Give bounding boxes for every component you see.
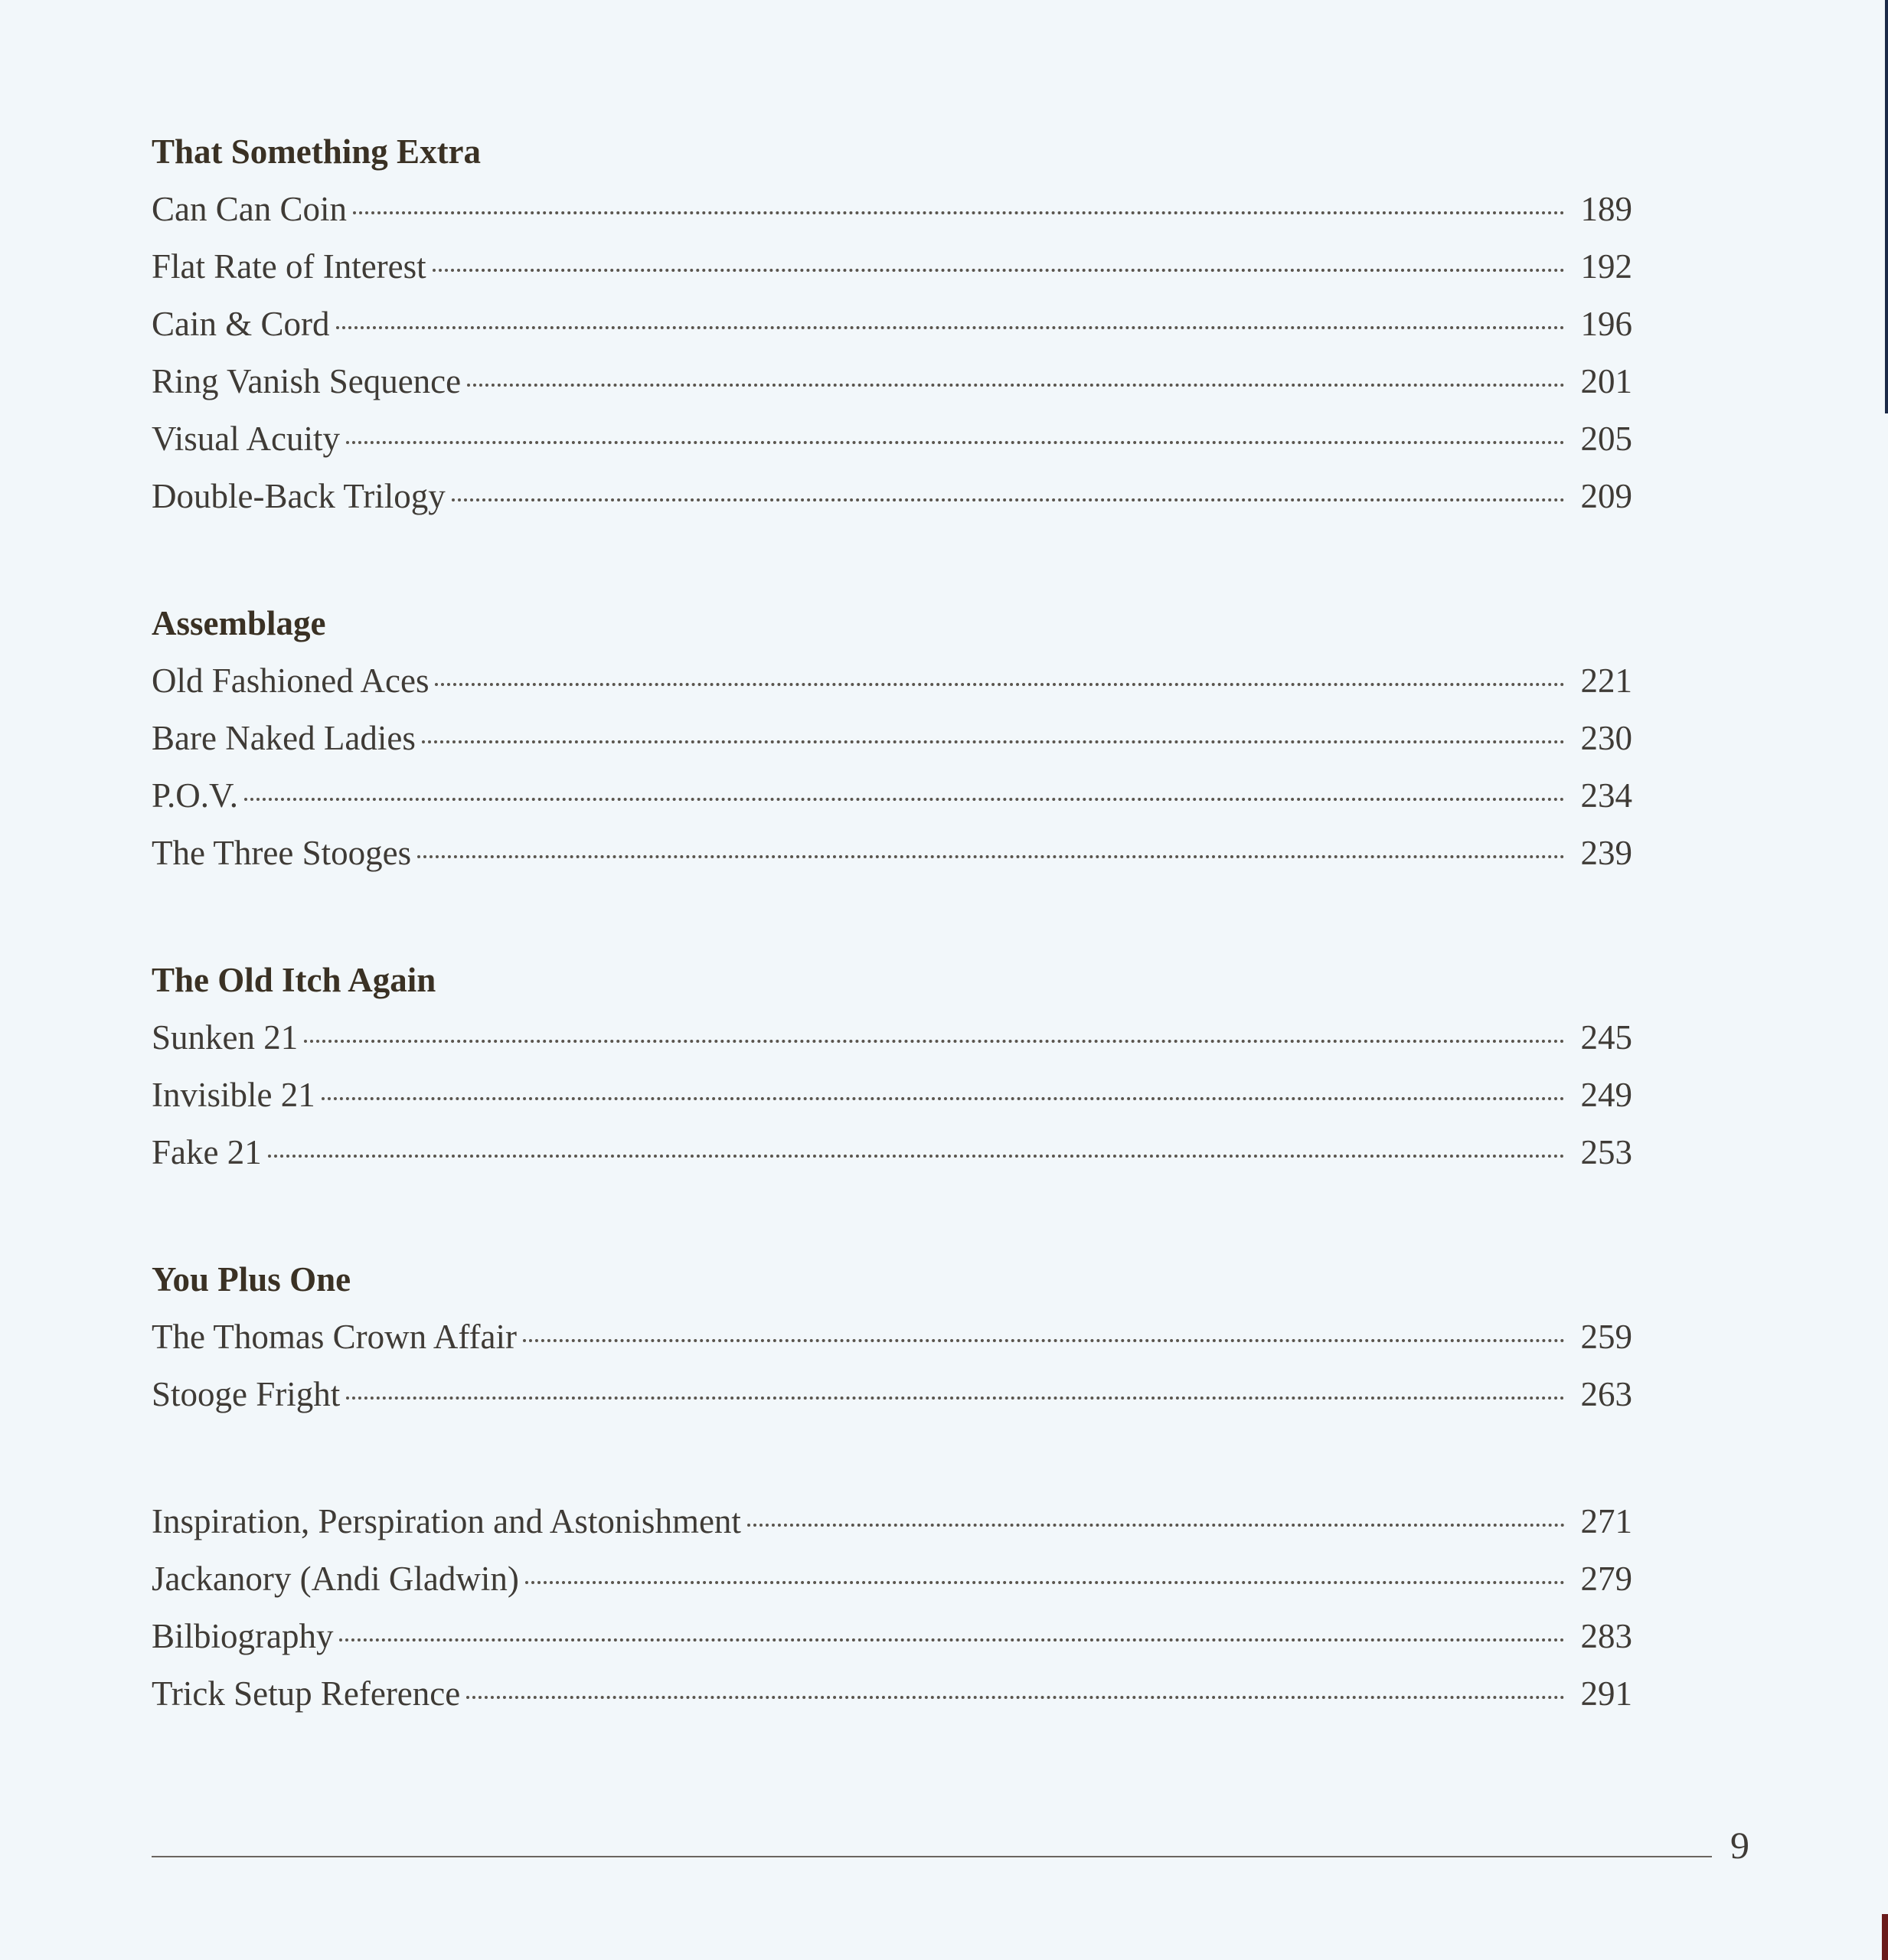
table-of-contents	[152, 129, 1632, 1798]
dot-leader	[346, 1396, 1565, 1400]
toc-entry	[152, 1129, 1632, 1175]
section-title: The Old Itch Again	[152, 961, 436, 999]
toc-entry	[152, 1671, 1632, 1717]
page-edge-mark	[1885, 0, 1888, 413]
entry-page-number: 253	[1580, 1133, 1632, 1171]
toc-entry	[152, 1371, 1632, 1417]
dot-leader	[747, 1524, 1565, 1527]
entry-title: Cain & Cord	[152, 305, 330, 343]
entry-page-number: 245	[1580, 1018, 1632, 1057]
entry-title: Invisible 21	[152, 1076, 315, 1114]
toc-section	[152, 1256, 1632, 1417]
entry-title: Inspiration, Perspiration and Astonishment	[152, 1502, 741, 1540]
entry-title: Jackanory (Andi Gladwin)	[152, 1560, 519, 1598]
toc-entry	[152, 1072, 1632, 1118]
toc-entry	[152, 186, 1632, 232]
dot-leader	[433, 269, 1565, 272]
entry-title: Bare Naked Ladies	[152, 719, 416, 757]
entry-page-number: 239	[1580, 834, 1632, 872]
dot-leader	[322, 1097, 1565, 1100]
entry-page-number: 279	[1580, 1560, 1632, 1598]
entry-title: P.O.V.	[152, 776, 238, 815]
toc-entry	[152, 301, 1632, 347]
page-edge-mark-bottom	[1882, 1914, 1888, 1960]
footer-rule	[152, 1856, 1712, 1857]
toc-entry	[152, 1556, 1632, 1602]
entry-page-number: 234	[1580, 776, 1632, 815]
entry-title: Stooge Fright	[152, 1375, 341, 1413]
entry-title: Old Fashioned Aces	[152, 662, 430, 700]
entry-page-number: 249	[1580, 1076, 1632, 1114]
entry-title: Bilbiography	[152, 1617, 334, 1655]
entry-page-number: 189	[1580, 190, 1632, 228]
entry-page-number: 196	[1580, 305, 1632, 343]
dot-leader	[244, 798, 1565, 801]
dot-leader	[467, 384, 1565, 387]
entry-title: Double-Back Trilogy	[152, 477, 446, 515]
toc-entry	[152, 243, 1632, 289]
entry-page-number: 291	[1580, 1674, 1632, 1713]
entry-title: Flat Rate of Interest	[152, 247, 426, 286]
dot-leader	[268, 1155, 1565, 1158]
entry-page-number: 271	[1580, 1502, 1632, 1540]
dot-leader	[346, 441, 1565, 444]
entry-title: The Thomas Crown Affair	[152, 1318, 518, 1356]
toc-entry	[152, 658, 1632, 704]
entry-page-number: 263	[1580, 1375, 1632, 1413]
toc-entry	[152, 1498, 1632, 1544]
section-title: Assemblage	[152, 604, 326, 642]
entry-page-number: 192	[1580, 247, 1632, 286]
dot-leader	[336, 326, 1566, 329]
entry-title: Ring Vanish Sequence	[152, 362, 462, 400]
entry-title: Visual Acuity	[152, 420, 341, 458]
toc-entry	[152, 715, 1632, 761]
dot-leader	[452, 498, 1565, 501]
dot-leader	[435, 683, 1565, 686]
dot-leader	[466, 1696, 1565, 1699]
entry-title: The Three Stooges	[152, 834, 412, 872]
dot-leader	[525, 1581, 1565, 1584]
dot-leader	[304, 1040, 1565, 1043]
entry-page-number: 201	[1580, 362, 1632, 400]
entry-title: Can Can Coin	[152, 190, 347, 228]
toc-entry	[152, 1314, 1632, 1360]
section-title: You Plus One	[152, 1260, 351, 1298]
dot-leader	[417, 855, 1565, 858]
toc-section-back-matter	[152, 1498, 1632, 1717]
page-number: 9	[1730, 1824, 1749, 1867]
toc-entry	[152, 473, 1632, 519]
toc-section	[152, 600, 1632, 876]
entry-page-number: 209	[1580, 477, 1632, 515]
toc-entry	[152, 416, 1632, 462]
toc-entry	[152, 1613, 1632, 1659]
toc-entry	[152, 830, 1632, 876]
entry-page-number: 259	[1580, 1318, 1632, 1356]
entry-title: Trick Setup Reference	[152, 1674, 461, 1713]
entry-page-number: 205	[1580, 420, 1632, 458]
toc-entry	[152, 1014, 1632, 1060]
entry-title: Sunken 21	[152, 1018, 299, 1057]
section-title: That Something Extra	[152, 132, 482, 171]
toc-entry	[152, 358, 1632, 404]
dot-leader	[422, 740, 1565, 743]
toc-section	[152, 957, 1632, 1175]
dot-leader	[353, 211, 1565, 214]
toc-entry	[152, 773, 1632, 818]
entry-page-number: 221	[1580, 662, 1632, 700]
entry-page-number: 230	[1580, 719, 1632, 757]
entry-page-number: 283	[1580, 1617, 1632, 1655]
dot-leader	[339, 1638, 1565, 1642]
dot-leader	[523, 1339, 1565, 1342]
entry-title: Fake 21	[152, 1133, 262, 1171]
toc-section	[152, 129, 1632, 519]
